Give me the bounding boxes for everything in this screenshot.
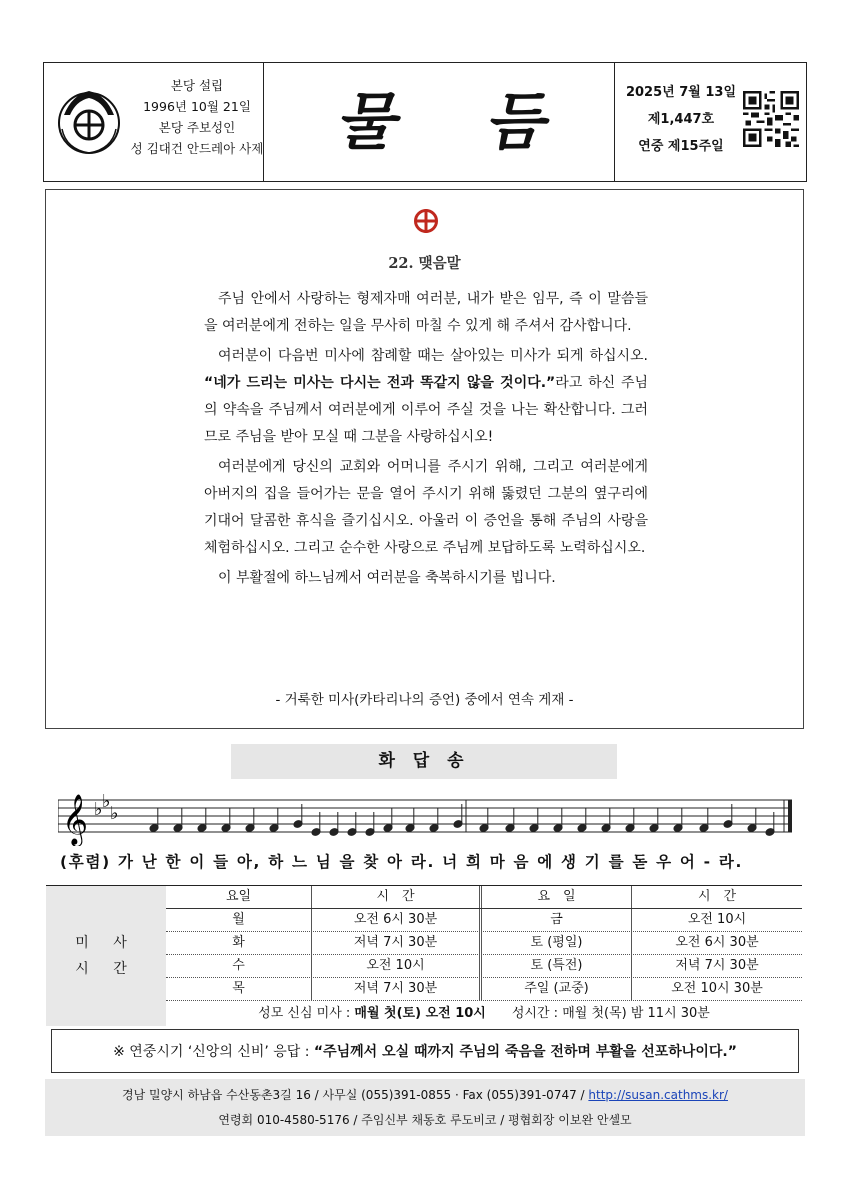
paragraph xyxy=(204,343,648,451)
table-cell: 목 xyxy=(166,978,312,1000)
svg-text:♭: ♭ xyxy=(94,799,103,820)
label-top: 미 사 xyxy=(75,935,137,951)
table-row xyxy=(166,932,802,955)
article-body xyxy=(204,286,648,595)
qr-code-icon[interactable] xyxy=(743,91,799,147)
response-prefix: ※ 연중시기 ‘신앙의 신비’ 응답 : xyxy=(113,1044,314,1060)
heart-mass-time: 매월 첫(토) 오전 10시 xyxy=(354,1006,486,1021)
footer-address-line xyxy=(45,1086,805,1103)
website-link[interactable]: http://susan.cathms.kr/ xyxy=(588,1088,728,1102)
issue-date: 2025년 7월 13일 xyxy=(625,85,737,100)
address: 경남 밀양시 하남읍 수산동촌3길 16 / 사무실 (055)391-0855 · Fax (055)391-0747 / xyxy=(122,1088,589,1102)
article-source: - 거룩한 미사(카타리나의 증언) 중에서 연속 게재 - xyxy=(275,692,574,708)
table-cell: 오전 10시 xyxy=(687,912,747,927)
table-cell: 오전 6시 30분 xyxy=(312,909,482,931)
heart-mass-label: 성모 신심 미사 : xyxy=(258,1006,355,1021)
table-cell: 금 xyxy=(482,909,632,931)
parish-logo-icon xyxy=(52,85,126,159)
header-cell: 요일 xyxy=(166,886,312,908)
footer-contacts: 연령회 010-4580-5176 / 주임신부 채동호 루도비코 / 평협회장 이보완 안셀모 xyxy=(218,1113,632,1127)
label-bottom: 시 간 xyxy=(75,961,137,977)
table-cell: 수 xyxy=(166,955,312,977)
article-box xyxy=(45,189,804,729)
paragraph: 이 부활절에 하느님께서 여러분을 축복하시기를 빕니다. xyxy=(218,570,556,586)
founded-label: 본당 설립 xyxy=(170,78,224,93)
table-row xyxy=(166,978,802,1001)
parish-info xyxy=(44,63,264,181)
svg-text:♭: ♭ xyxy=(102,791,111,812)
table-cell: 오전 10시 30분 xyxy=(671,981,763,996)
founded-date: 1996년 10월 21일 xyxy=(143,99,251,114)
music-staff xyxy=(58,784,798,846)
table-cell: 오전 10시 xyxy=(312,955,482,977)
footer xyxy=(45,1079,805,1136)
schedule-table xyxy=(166,886,802,1026)
issue-number: 제1,447호 xyxy=(647,112,715,127)
svg-text:♭: ♭ xyxy=(110,803,119,824)
text-span: 라고 하신 주님의 약속을 주님께서 여러분에게 이루어 주실 것을 나는 확산합니다. 그러므로 주님을 받아 모실 때 그분을 사랑하십시오! xyxy=(204,375,649,445)
table-cell: 화 xyxy=(166,932,312,954)
hymn-lyrics: (후렴) 가 난 한 이 들 아, 하 느 님 을 찾 아 라. 너 희 마 음 에 생 기 를 돋 우 어 - 라. xyxy=(60,853,744,871)
mystery-of-faith-response xyxy=(51,1029,799,1073)
mass-schedule xyxy=(46,885,802,1025)
table-cell: 주일 (교중) xyxy=(482,978,632,1000)
table-cell: 저녁 7시 30분 xyxy=(312,978,482,1000)
holy-hour: 성시간 : 매월 첫(목) 밤 11시 30분 xyxy=(511,1006,710,1021)
patron-label: 본당 주보성인 xyxy=(158,120,236,135)
article-title: 22. 맺음말 xyxy=(388,255,461,272)
table-cell: 월 xyxy=(166,909,312,931)
liturgical-day: 연중 제15주일 xyxy=(638,139,724,154)
treble-clef-icon: 𝄞 xyxy=(62,794,89,845)
table-cell: 저녁 7시 30분 xyxy=(675,958,759,973)
response-text: “주님께서 오실 때까지 주님의 죽음을 전하며 부활을 선포하나이다.” xyxy=(313,1044,737,1060)
table-row xyxy=(166,909,802,932)
bulletin-title: 물 듬 xyxy=(334,85,579,158)
table-cell: 오전 6시 30분 xyxy=(675,935,759,950)
header-cell: 요 일 xyxy=(482,886,632,908)
text-span: 여러분이 다음번 미사에 참례할 때는 살아있는 미사가 되게 하십시오. xyxy=(218,348,648,364)
header-cell: 시 간 xyxy=(312,886,482,908)
patron-name: 성 김대건 안드레아 사제 xyxy=(130,141,264,156)
paragraph: 주님 안에서 사랑하는 형제자매 여러분, 내가 받은 임무, 즉 이 말씀들을 여러분에게 전하는 일을 무사히 마칠 수 있게 해 주셔서 감사합니다. xyxy=(204,291,648,334)
bold-quote: “네가 드리는 미사는 다시는 전과 똑같지 않을 것이다.” xyxy=(204,375,556,391)
table-cell: 토 (특전) xyxy=(482,955,632,977)
schedule-label xyxy=(46,886,166,1026)
paragraph: 여러분에게 당신의 교회와 어머니를 주시기 위해, 그리고 여러분에게 아버지의 집을 들어가는 문을 열어 주시기 위해 뚫렸던 그분의 옆구리에 기대어 달콤한 휴식을 즐기십시오. 아울러 이 증언을 통해 주님의 사랑을 체험하십시오. 그리고 순수한 사랑으로 주님께 보답하도록 노력하십시오. xyxy=(204,459,648,556)
issue-info xyxy=(614,63,808,181)
table-cell: 토 (평일) xyxy=(482,932,632,954)
table-header xyxy=(166,886,802,909)
hymn-title: 화 답 송 xyxy=(231,744,617,779)
table-row xyxy=(166,955,802,978)
masthead xyxy=(43,62,807,182)
schedule-notes xyxy=(166,1001,802,1026)
cross-icon xyxy=(413,208,439,234)
table-cell: 저녁 7시 30분 xyxy=(312,932,482,954)
header-cell: 시 간 xyxy=(697,889,737,904)
